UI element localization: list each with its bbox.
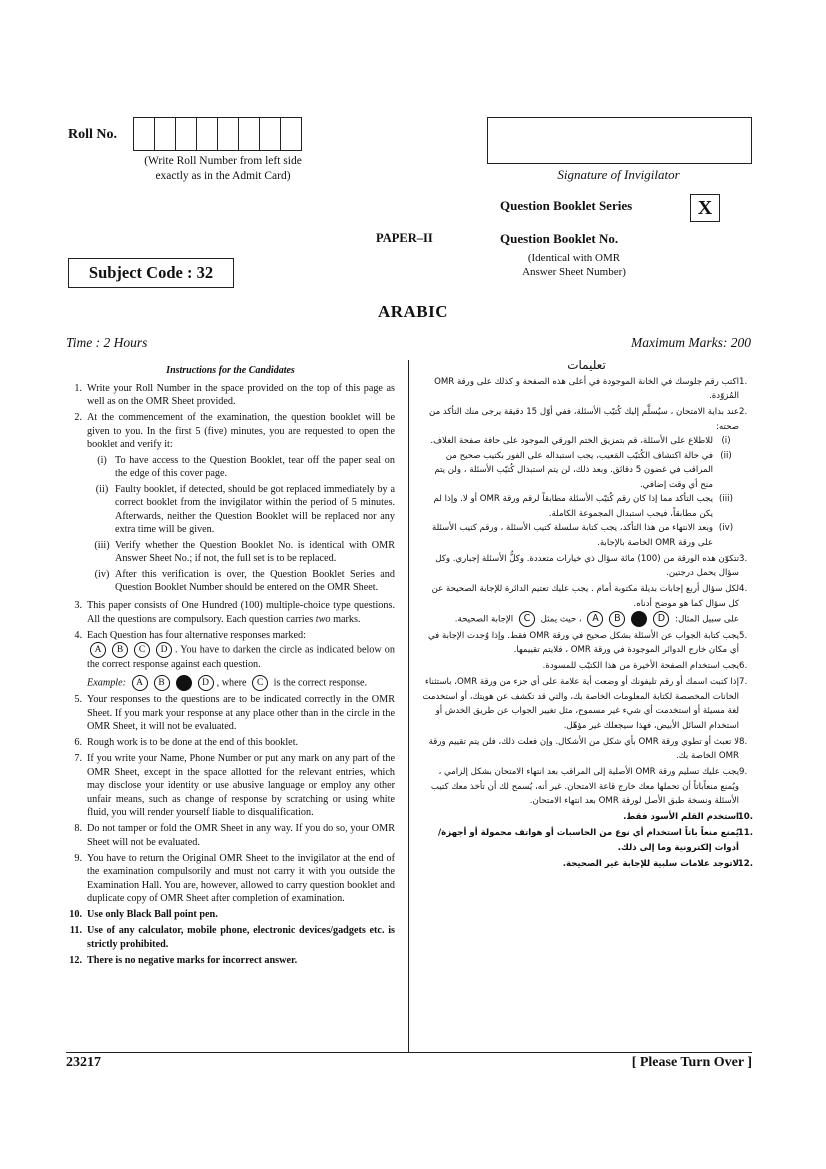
- arabic-sub-item: (i) للاطلاع على الأسئلة، قم بتمزيق الختم الورقي الموجود على حافة صفحة الغلاف.: [430, 436, 731, 446]
- signature-label: Signature of Invigilator: [557, 167, 680, 182]
- instruction-item: 5. Your responses to the questions are to be indicated correctly in the OMR Sheet. If you mark your response at any place other than in the circle in the OMR Sheet, it will not be evaluated.: [74, 694, 395, 732]
- instruction-item: 12. There is no negative marks for incorrect answer.: [69, 954, 298, 966]
- english-instructions: [66, 364, 395, 970]
- maximum-marks: Maximum Marks: 200: [631, 335, 751, 350]
- instructions-heading: Instructions for the Candidates: [166, 365, 295, 376]
- booklet-number-label: Question Booklet No.: [500, 231, 619, 246]
- arabic-example-a-circle: A: [587, 611, 603, 627]
- option-b-circle: B: [112, 642, 128, 658]
- booklet-code: 23217: [66, 1055, 101, 1070]
- bottom-rule: [66, 1052, 752, 1053]
- arabic-sub-item: (ii) في حالة اكتشاف الكُتيّب المَعيب، يجب استبداله على الفور بكتيب صحيح من المراقب في غضون 5 دقائق. وبعد ذلك، لن يتم استبدال كُتيّب الأسئلة ، ولن يتم منح أي وقت إضافي.: [434, 450, 732, 490]
- column-divider: [408, 360, 409, 1052]
- instruction-item: 7. If you write your Name, Phone Number or put any mark on any part of the OMR Sheet, except in the space allotted for the relevant entries, which may disclose your identity or use abusive language or employ any other unfair means, such as change of response by scratching or using white fluid, you will render yourself liable to disqualification.: [74, 753, 395, 818]
- instruction-item: 2. At the commencement of the examination, the question booklet will be given to you. In the first 5 (five) minutes, you are requested to open the booklet and verify it: (i) To have access to the Question Booklet, tear off the paper seal on the edge of this cover page. (ii) Faulty booklet, if detected, should be got replaced immediately by a correct booklet from the invigilator within the period of 5 minutes. Afterwards, neither the Question Booklet will be replaced nor any extra time will be given. (iii) Verify whether the Question Booklet No. is identical with OMR Answer Sheet No.; if not, the full set is to be replaced. (iv) After this verification is over, the Question Booklet Series and Question Booklet Number should be entered on the OMR Sheet.: [74, 412, 395, 593]
- sub-instruction: (ii) Faulty booklet, if detected, should be got replaced immediately by a correct booklet from the invigilator within the period of 5 minutes. Afterwards, neither the Question Booklet will be replaced nor any extra time will be given.: [95, 483, 395, 535]
- arabic-sub-item: (iv) وبعد الانتهاء من هذا التأكد، يجب كتابة سلسلة كتيب الأسئلة ، ورقم كتيب الأسئلة على ورقة OMR الخاصة بالإجابة.: [431, 523, 734, 548]
- roll-number-label: Roll No.: [68, 127, 117, 142]
- instruction-item: 11. Use of any calculator, mobile phone, electronic devices/gadgets etc. is strictly prohibited.: [69, 925, 395, 950]
- identical-line: Answer Sheet Number): [522, 266, 626, 278]
- roll-digit-box[interactable]: [176, 118, 197, 150]
- roll-digit-box[interactable]: [155, 118, 176, 150]
- arabic-correct-option-circle: C: [519, 611, 535, 627]
- arabic-item: .4 لكل سؤال أربع إجابات بديلة مكتوبة أمام . يجب عليك تعتيم الدائرة للإجابة الصحيحة عن كل سؤال كما هو موضح أدناه. على سبيل المثال: A B C D ، حيث يمثل C الإجابة الصحيحة.: [420, 582, 753, 627]
- subject-code: Subject Code : 32: [68, 258, 234, 288]
- booklet-series-value: X: [690, 194, 720, 222]
- arabic-example-b-circle: B: [609, 611, 625, 627]
- arabic-item: .8 لا تعبث أو تطوي ورقة OMR بأي شكل من الأشكال. وإن فعلت ذلك، فلن يتم تقييم ورقة OMR الخاصة بك.: [428, 736, 748, 761]
- instruction-item: 1. Write your Roll Number in the space provided on the top of this page as well as on the OMR Sheet provided.: [74, 382, 395, 407]
- please-turn-over: [ Please Turn Over ]: [631, 1055, 752, 1070]
- option-d-circle: D: [156, 642, 172, 658]
- instruction-item: 3. This paper consists of One Hundred (100) multiple-choice type questions. All the questions are compulsory. Each question carries two marks.: [74, 600, 395, 625]
- example-a-circle: A: [132, 675, 148, 691]
- exam-time: Time : 2 Hours: [66, 335, 148, 350]
- arabic-item: .12 لاتوجد علامات سلبية للإجابة غير الصحيحة.: [562, 858, 753, 869]
- arabic-item: .7 إذا كتبت اسمك أو رقم تليفونك أو وضعت أية علامة على أي جزء من ورقة OMR، باستثناء الخانات المخصصة لكتابة المعلومات الخاصة بك، والتي قد تكشف عن هويتك، أو استخدمت لغة مسيئة أو استخدمت أي شيء غير مسموح، مثل تغيير الجواب عن طريق الخدش أو استخدام السائل الأبيض، فهذا سيجعلك غير مؤهّل.: [422, 677, 748, 731]
- arabic-item: .6 يجب استخدام الصفحة الأخيرة من هذا الكتيّب للمسودة.: [542, 661, 748, 671]
- arabic-item: .9 يجب عليك تسليم ورقة OMR الأصلية إلى المراقب بعد انتهاء الامتحان بشكل إلزامي ، ويُمنع منعاًباتاً أن تحملها معك خارج قاعة الامتحان. غير أنه، يُسمح لك أن تأخذ معك كتيب الأسئلة ونسخة طبق الأصل لورقة OMR بعد انتهاء الامتحان.: [430, 767, 748, 806]
- arabic-item: .2 عند بداية الامتحان ، سيُسلَّم إليك كُتيّب الأسئلة، ففي أوّل 15 دقيقة يرجى منك التأكد من صحته: (i) للاطلاع على الأسئلة، قم بتمزيق الختم الورقي الموجود على حافة صفحة الغلاف. (ii) في حالة اكتشاف الكُتيّب المَعيب، يجب استبداله على الفور بكتيب صحيح من المراقب في غضون 5 دقائق. وبعد ذلك، لن يتم استبدال كُتيّب الأسئلة ، ولن يتم منح أي وقت إضافي. (iii) يجب التأكد مما إذا كان رقم كُتيّب الأسئلة مطابقاً لرقم ورقة OMR أو لا. وإذا لم يكن مطابقاً، فيجب استبدال المجموعة الكاملة. (iv) وبعد الانتهاء من هذا التأكد، يجب كتابة سلسلة كتيب الأسئلة ، ورقم كتيب الأسئلة على ورقة OMR الخاصة بالإجابة.: [420, 405, 753, 550]
- arabic-heading: تعليمات: [567, 358, 606, 372]
- instruction-item: 9. You have to return the Original OMR Sheet to the invigilator at the end of the examination compulsorily and must not carry it with you outside the Examination Hall. You are, however, allowed to carry question booklet and duplicate copy of OMR Sheet after completion of examination.: [74, 852, 395, 904]
- roll-note-line: (Write Roll Number from left side: [144, 155, 302, 167]
- roll-number-note: [108, 154, 338, 184]
- roll-note-line: exactly as in the Admit Card): [155, 170, 291, 182]
- option-c-circle: C: [134, 642, 150, 658]
- arabic-item: .10 استخدم القلم الأسود فقط.: [623, 812, 753, 822]
- arabic-example-c-filled-circle: C: [631, 611, 647, 627]
- roll-digit-box[interactable]: [134, 118, 155, 150]
- page-title: ARABIC: [377, 302, 449, 321]
- example-d-circle: D: [198, 675, 214, 691]
- roll-digit-box[interactable]: [260, 118, 281, 150]
- example-c-filled-circle: C: [176, 675, 192, 691]
- roll-digit-box[interactable]: [218, 118, 239, 150]
- roll-digit-box[interactable]: [197, 118, 218, 150]
- identical-line: (Identical with OMR: [527, 252, 621, 264]
- sub-instruction: (i) To have access to the Question Booklet, tear off the paper seal on the edge of this cover page.: [97, 454, 395, 479]
- arabic-item: .5 يجب كتابة الجواب عن الأسئلة بشكل صحيح في ورقة OMR فقط. وإذا وُجدت الإجابة في أي مكان خارج الدوائر الموجودة في ورقة OMR ، فلايتم تقييمها.: [428, 630, 748, 655]
- roll-digit-box[interactable]: [281, 118, 301, 150]
- sub-instruction: (iii) Verify whether the Question Booklet No. is identical with OMR Answer Sheet No.; if not, the full set is to be replaced.: [94, 539, 395, 564]
- arabic-item: .3 تتكوّن هذه الورقة من (100) مائة سؤال ذي خيارات متعددة. وكلُّ الأسئلة إجباري. وكل سؤال يحمل درجتين.: [435, 553, 748, 578]
- instruction-item: 4. Each Question has four alternative responses marked: A B C D . You have to darken the circle as indicated below on the correct response against each question. Example: A B C D , where C is the correct response.: [66, 629, 395, 691]
- arabic-instructions: [420, 358, 753, 873]
- example-b-circle: B: [154, 675, 170, 691]
- instruction-item: 6. Rough work is to be done at the end of this booklet.: [74, 737, 299, 748]
- booklet-number-note: [500, 251, 648, 279]
- roll-number-boxes[interactable]: [133, 117, 302, 151]
- invigilator-signature-box[interactable]: [487, 117, 752, 164]
- sub-instruction: (iv) After this verification is over, the Question Booklet Series and Question Booklet Number should be entered on the OMR Sheet.: [94, 568, 395, 593]
- arabic-example-d-circle: D: [653, 611, 669, 627]
- paper-label: PAPER–II: [376, 231, 433, 245]
- instruction-item: 8. Do not tamper or fold the OMR Sheet in any way. If you do so, your OMR Sheet will not be evaluated.: [74, 823, 395, 848]
- instruction-item: 10. Use only Black Ball point pen.: [69, 909, 218, 920]
- roll-digit-box[interactable]: [239, 118, 260, 150]
- correct-option-circle: C: [252, 675, 268, 691]
- option-a-circle: A: [90, 642, 106, 658]
- booklet-series-label: Question Booklet Series: [500, 198, 633, 213]
- arabic-sub-item: (iii) يجب التأكد مما إذا كان رقم كُتيّب الأسئلة مطابقاً لرقم ورقة OMR أو لا. وإذا لم يكن مطابقاً، فيجب استبدال المجموعة الكاملة.: [433, 494, 733, 519]
- arabic-item: .11 يُمنع منعاً باتاً استخدام أي نوع من الحاسبات أو هواتف محمولة أو أجهزة/ أدوات إلكترونية وما إلى ذلك.: [438, 828, 753, 853]
- arabic-item: .1 اكتب رقم جلوسك في الخانة الموجودة في أعلى هذه الصفحة و كذلك على ورقة OMR المُزوّدة.: [434, 376, 748, 401]
